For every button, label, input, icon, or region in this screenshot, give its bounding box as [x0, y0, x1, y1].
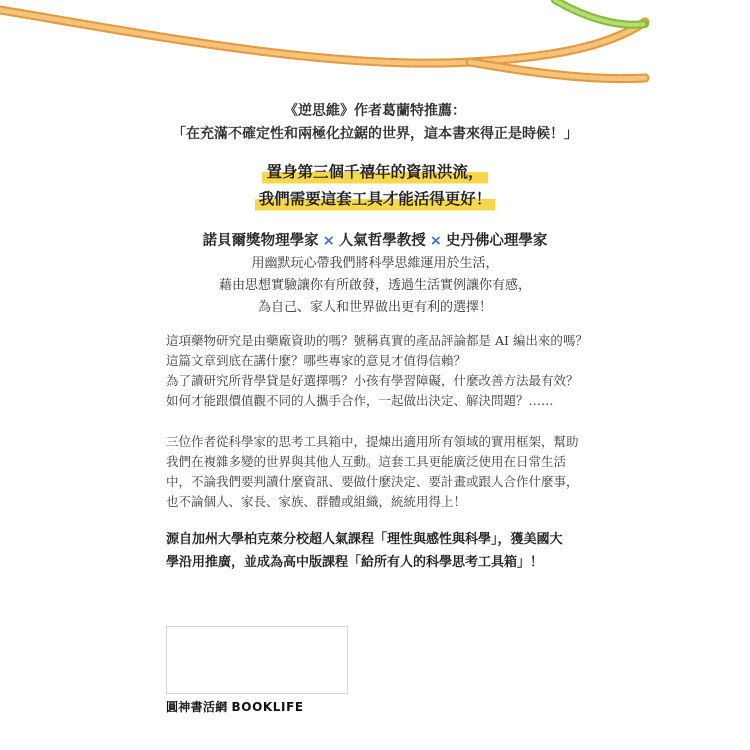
question-line: 這篇文章到底在講什麼？哪些專家的意見才值得信賴？ — [166, 353, 467, 368]
question-line: 如何才能跟價值觀不同的人攜手合作，一起做出決定、解決問題？…… — [166, 393, 554, 408]
origin-line: 源自加州大學柏克萊分校超人氣課程「理性與感性與科學」，獲美國大 — [166, 532, 563, 547]
origin-paragraph — [166, 528, 598, 574]
brand-chinese-name: 圓神書活網 — [166, 700, 228, 714]
authors-line — [0, 230, 750, 252]
brand-english-name: BOOKLIFE — [231, 700, 304, 714]
decorative-rope-illustration — [0, 0, 750, 100]
author-role-physicist: 諾貝爾獎物理學家 — [202, 232, 319, 249]
intro-line: 也不論個人、家長、家族、群體或組織，統統用得上！ — [166, 494, 467, 509]
tagline-block — [0, 253, 750, 319]
headline-line-2: 我們需要這套工具才能活得更好！ — [255, 185, 496, 212]
question-line: 這項藥物研究是由藥廠資助的嗎？號稱真實的產品評論都是 AI 編出來的嗎？ — [166, 333, 588, 348]
question-line: 為了讀研究所背學貸是好選擇嗎？小孩有學習障礙，什麼改善方法最有效？ — [166, 373, 579, 388]
author-role-philosopher: 人氣哲學教授 — [338, 232, 426, 249]
tagline-line-1: 用幽默玩心帶我們將科學思維運用於生活， — [251, 256, 499, 271]
tagline-line-3: 為自己、家人和世界做出更有利的選擇！ — [257, 300, 492, 315]
cross-separator-icon: × — [429, 233, 442, 249]
questions-paragraph — [166, 331, 592, 411]
intro-line: 我們在複雜多變的世界與其他人互動。這套工具更能廣泛使用在日常生活 — [166, 454, 567, 469]
endorsement-block — [0, 100, 750, 146]
origin-line: 學沿用推廣，並成為高中版課程「給所有人的科學思考工具箱」！ — [166, 555, 544, 570]
publisher-brand — [166, 698, 304, 715]
endorsement-quote: 「在充滿不確定性和兩極化拉鋸的世界，這本書來得正是時候！」 — [172, 126, 578, 142]
author-role-psychologist: 史丹佛心理學家 — [445, 232, 548, 249]
intro-line: 三位作者從科學家的思考工具箱中，提煉出適用所有領域的實用框架，幫助 — [166, 434, 579, 449]
barcode-placeholder-box — [166, 626, 348, 694]
headline-block — [0, 158, 750, 212]
intro-line: 中，不論我們要判讀什麼資訊、要做什麼決定、要計畫或跟人合作什麼事， — [166, 474, 579, 489]
endorsement-line-1: 《逆思維》作者葛蘭特推薦： — [284, 103, 466, 119]
headline-line-1: 置身第三個千禧年的資訊洪流， — [262, 158, 487, 185]
intro-paragraph — [166, 432, 592, 512]
cross-separator-icon: × — [322, 233, 335, 249]
tagline-line-2: 藉由思想實驗讓你有所啟發，透過生活實例讓你有感， — [218, 278, 531, 293]
